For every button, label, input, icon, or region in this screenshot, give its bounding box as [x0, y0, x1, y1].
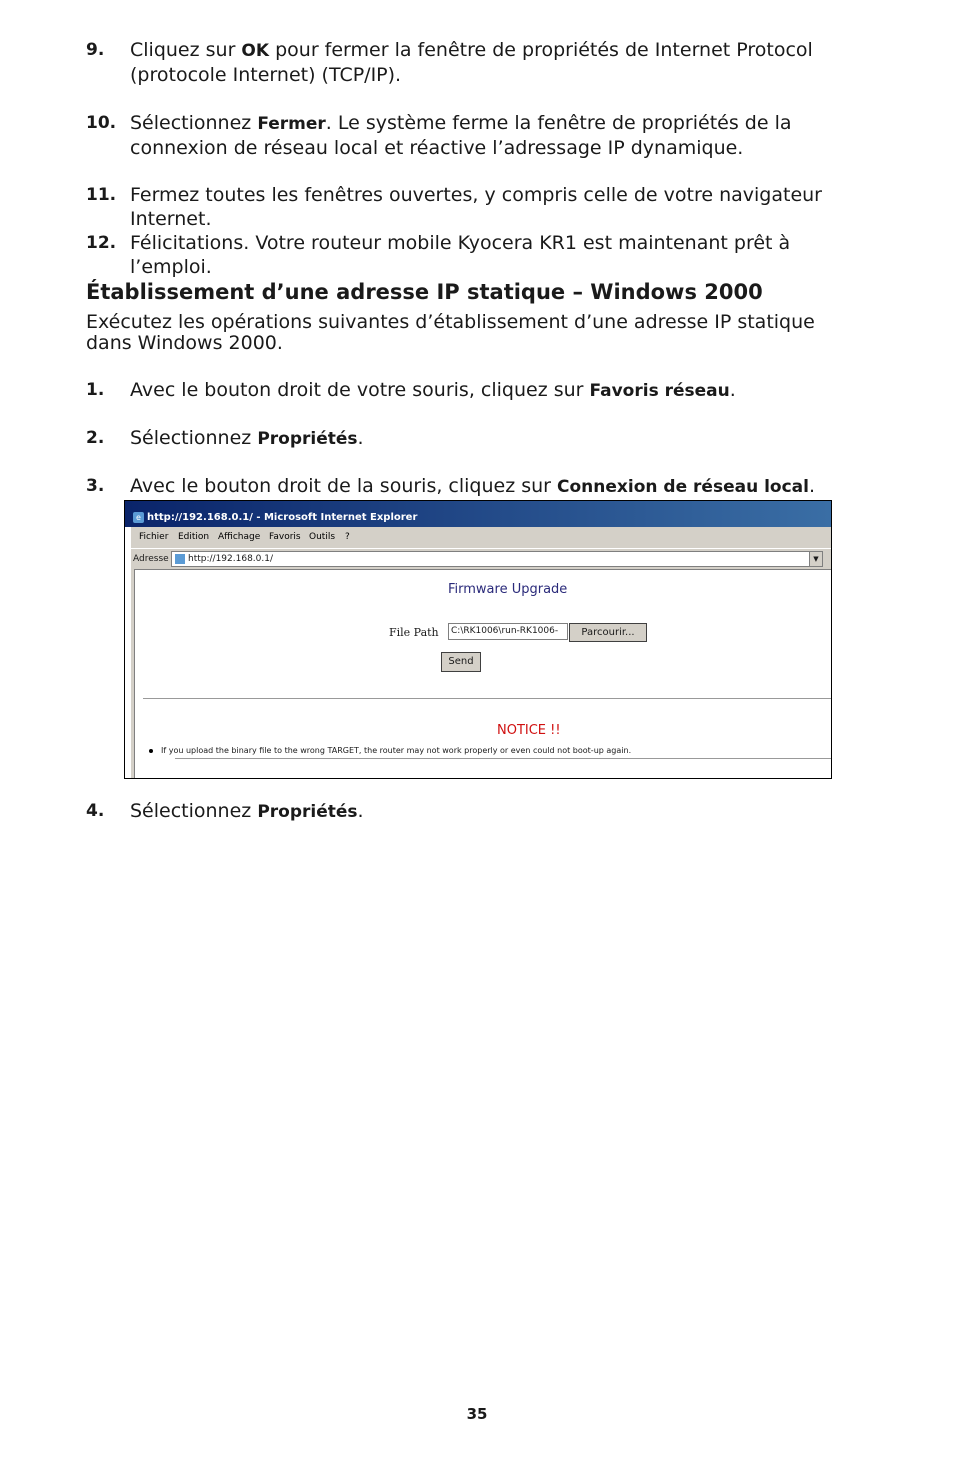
file-path-input[interactable]: C:\RK1006\run-RK1006- [448, 623, 568, 640]
menu-edition[interactable]: Edition [178, 532, 210, 542]
step-number: 3. [86, 476, 105, 496]
step-text: . [729, 379, 736, 401]
step-number: 11. [86, 185, 117, 205]
divider [143, 698, 832, 699]
browser-screenshot [124, 500, 832, 779]
page-number: 35 [466, 1405, 488, 1423]
step-number: 1. [86, 380, 105, 400]
step-1 [86, 378, 876, 403]
browser-title: http://192.168.0.1/ - Microsoft Internet Explorer [147, 512, 418, 523]
file-path-label: File Path [389, 626, 439, 639]
step-bold: Connexion de réseau local [557, 477, 809, 497]
step-text: . Le système ferme la fenêtre de propriétés de la connexion de réseau local et réactive l’adressage IP dynamique. [130, 112, 792, 159]
menu-affichage[interactable]: Affichage [218, 532, 261, 542]
menu-help[interactable]: ? [345, 532, 350, 542]
step-text: Sélectionnez [130, 112, 258, 134]
section-intro: Exécutez les opérations suivantes d’établissement d’une adresse IP statique dans Windows 2000. [86, 311, 815, 354]
section-heading: Établissement d’une adresse IP statique – Windows 2000 [86, 280, 763, 304]
step-number: 4. [86, 801, 105, 821]
browser-frame [131, 527, 831, 778]
step-text: Sélectionnez [130, 800, 258, 822]
menu-fichier[interactable]: Fichier [139, 532, 169, 542]
menu-bar [131, 527, 831, 547]
step-bold: Fermer [257, 114, 326, 134]
step-bold: Propriétés [257, 429, 358, 449]
chevron-down-icon[interactable]: ▼ [809, 552, 822, 566]
menu-favoris[interactable]: Favoris [269, 532, 301, 542]
send-button[interactable]: Send [441, 652, 481, 672]
step-text: Avec le bouton droit de votre souris, cliquez sur [130, 379, 590, 401]
step-bold: Favoris réseau [589, 381, 730, 401]
browser-titlebar [125, 501, 831, 527]
step-bold: OK [241, 41, 270, 61]
ie-icon: e [133, 512, 144, 523]
browser-content [134, 569, 832, 779]
notice-title: NOTICE !! [497, 723, 561, 738]
step-text: . [808, 475, 816, 497]
step-9 [86, 38, 876, 87]
page-icon [175, 554, 185, 564]
step-text: Fermez toutes les fenêtres ouvertes, y compris celle de votre navigateur Internet. [130, 184, 822, 230]
browse-button[interactable]: Parcourir... [569, 623, 647, 642]
step-bold: Propriétés [257, 802, 358, 822]
step-4 [86, 799, 876, 824]
step-number: 12. [86, 233, 117, 253]
address-value: http://192.168.0.1/ [188, 554, 273, 564]
step-text: . [357, 800, 364, 822]
step-text: pour fermer la fenêtre de propriétés de Internet Protocol (protocole Internet) (TCP/IP). [130, 39, 813, 86]
step-text: Cliquez sur [130, 39, 242, 61]
menu-outils[interactable]: Outils [309, 532, 336, 542]
step-3 [86, 474, 876, 499]
step-11 [86, 183, 876, 231]
step-number: 9. [86, 40, 105, 60]
notice-text: If you upload the binary file to the wrong TARGET, the router may not work properly or even could not boot-up again. [161, 746, 632, 755]
step-12 [86, 231, 876, 279]
step-10 [86, 111, 876, 160]
step-number: 2. [86, 428, 105, 448]
step-2 [86, 426, 876, 451]
firmware-title: Firmware Upgrade [448, 582, 568, 597]
step-text: Avec le bouton droit de la souris, cliquez sur [130, 475, 558, 497]
address-input[interactable] [171, 551, 823, 567]
address-label: Adresse [133, 554, 169, 564]
step-text: Félicitations. Votre routeur mobile Kyocera KR1 est maintenant prêt à l’emploi. [130, 232, 791, 278]
step-text: Sélectionnez [130, 427, 258, 449]
step-number: 10. [86, 113, 117, 133]
step-text: . [357, 427, 364, 449]
divider [175, 758, 832, 759]
address-bar [131, 548, 831, 569]
